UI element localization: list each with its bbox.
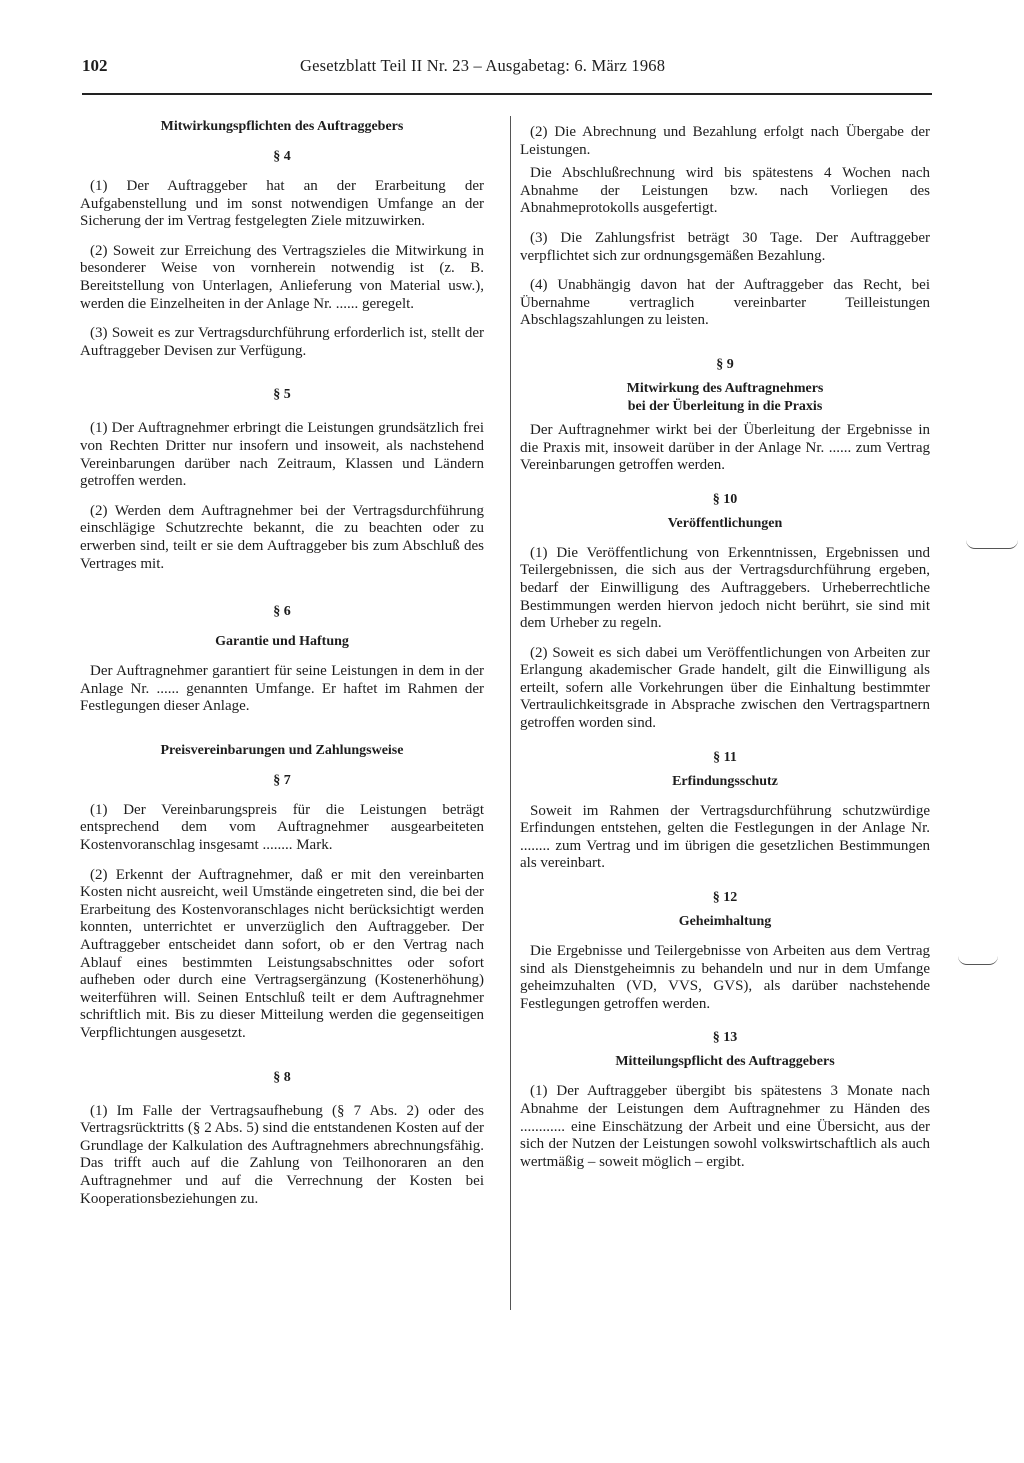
paragraph-number: § 7 [273,772,291,788]
paragraph-number: § 10 [712,491,738,507]
paragraph-text: (2) Soweit es sich dabei um Veröffentlichungen von Arbeiten zur Erlangung akademischer Grade handelt, gilt die Einwilligung als erteilt, sofern alle Vorkehrungen über die Einhaltung bestimmter Vertraulichkeitsgrade in Absprache zwischen den Vertragspartnern getroffen worden sind. [520,644,930,732]
section-heading: Mitwirkung des Auftragnehmers [626,380,824,396]
section-heading: Veröffentlichungen [667,515,783,531]
left-column [80,112,484,1208]
margin-mark [958,956,998,965]
header-rule [82,93,932,95]
paragraph-number: § 8 [273,1069,291,1085]
paragraph-text: (1) Der Auftraggeber übergibt bis spätestens 3 Monate nach Abnahme der Leistungen dem Auftragnehmer zu Händen des ............ eine Einschätzung der Arbeit und eine Übersicht, aus der sich der Nutzen der Leistungen sowohl volkswirtschaftlich als auch wertmäßig – soweit möglich – ergibt. [520,1083,930,1170]
paragraph-text: (2) Die Abrechnung und Bezahlung erfolgt nach Übergabe der Leistungen. [520,124,930,158]
paragraph-number: § 9 [716,356,734,372]
paragraph-number: § 13 [712,1030,738,1046]
paragraph-number: § 6 [273,604,291,620]
page-number: 102 [82,56,108,75]
paragraph-text: (1) Der Auftraggeber hat an der Erarbeitung der Aufgabenstellung und im sonst notwendigen Umfange an der Sicherung der im Vertrag festgelegten Ziele mitzuwirken. [80,178,484,230]
section-heading: Erfindungsschutz [672,773,778,789]
section-heading: Mitwirkungspflichten des Auftraggebers [160,119,404,134]
paragraph-text: (1) Der Auftragnehmer erbringt die Leistungen grundsätzlich frei von Rechten Dritter nur insofern und insoweit, als nachstehend Vereinbarungen darüber nach Zeitraum, Klassen und Ländern getroffen werden. [80,420,484,490]
paragraph-number: § 5 [273,387,291,403]
paragraph-text: Soweit im Rahmen der Vertragsdurchführung schutzwürdige Erfindungen entstehen, gelten die Festlegungen in der Anlage Nr. ........ zum Vertrag und im übrigen die gesetzlichen Bestimmungen als vereinbart. [520,802,930,872]
paragraph-text: Der Auftragnehmer wirkt bei der Überleitung der Ergebnisse in die Praxis mit, insoweit darüber in der Anlage Nr. ...... zum Vertrag Vereinbarungen getroffen werden. [520,421,930,474]
gazette-title: Gesetzblatt Teil II Nr. 23 – Ausgabetag: 6. März 1968 [300,56,666,75]
column-divider [510,116,511,1310]
paragraph-number: § 4 [273,149,291,164]
section-heading: Preisvereinbarungen und Zahlungsweise [160,742,404,758]
paragraph-text: (1) Der Vereinbarungspreis für die Leistungen beträgt entsprechend dem vom Auftragnehmer ausgearbeiteten Kostenvoranschlag insgesamt ........ Mark. [80,801,484,854]
paragraph-text: Die Ergebnisse und Teilergebnisse von Arbeiten aus dem Vertrag sind als Dienstgeheimnis zu behandeln und nur in dem Umfange geheimzuhalten (VD, VVS, GVS), als darüber nachstehende Festlegungen getroffen werden. [520,943,930,1012]
paragraph-text: (4) Unabhängig davon hat der Auftraggeber das Recht, bei Übernahme vertraglich vereinbarter Teilleistungen Abschlagszahlungen zu leisten. [520,277,930,329]
section-heading: Garantie und Haftung [215,634,349,650]
paragraph-text: Die Abschlußrechnung wird bis spätestens 4 Wochen nach Abnahme der Leistungen bzw. nach Vorliegen des Abnahmeprotokolls ausgefertigt. [520,165,930,217]
section-heading: Mitteilungspflicht des Auftraggebers [615,1054,835,1070]
section-heading: Geheimhaltung [678,914,772,930]
page-header [0,56,1024,86]
paragraph-text: (1) Im Falle der Vertragsaufhebung (§ 7 Abs. 2) oder des Vertragsrücktritts (§ 2 Abs. 5) sind die entstandenen Kosten auf der Grundlage der Kalkulation des Auftragnehmers abrechnungsfähig. Das trifft auch auf die Zahlung von Teilhonoraren an den Auftragnehmer und auf die Verrechnung der Kosten bei Kooperationsbeziehungen zu. [80,1102,484,1207]
paragraph-text: (3) Die Zahlungsfrist beträgt 30 Tage. Der Auftraggeber verpflichtet sich zur ordnungsgemäßen Bezahlung. [520,229,930,264]
right-column [520,112,930,1171]
paragraph-text: (2) Soweit zur Erreichung des Vertragszieles die Mitwirkung in besonderer Weise von vornherein notwendig ist (z. B. Bereitstellung von Unterlagen, Anlieferung von Material usw.), werden die Einzelheiten in der Anlage Nr. ...... geregelt. [80,242,484,312]
margin-mark [966,540,1018,549]
paragraph-text: (1) Die Veröffentlichung von Erkenntnissen, Ergebnissen und Teilergebnissen, die sich aus der Vertragsdurchführung ergeben, bedarf der Einwilligung des Auftraggebers. Urheberrechtliche Bestimmungen werden hiervon jedoch nicht berührt, sie sind mit dem Urheber zu regeln. [520,544,930,632]
paragraph-text: (2) Erkennt der Auftragnehmer, daß er mit den vereinbarten Kosten nicht ausreicht, weil Umstände eingetreten sind, die bei der Erarbeitung des Kostenvoranschlages nicht berücksichtigt werden konnten, unterrichtet er unverzüglich den Auftraggeber. Der Auftraggeber entscheidet dann sofort, ob er den Vertrag nach Ablauf eines bestimmten Leistungsabschnittes oder sofort aufheben oder durch eine Vertragsergänzung (Kostenerhöhung) weiterführen will. Seinen Entschluß teilt er dem Auftragnehmer schriftlich mit. Bis zu dieser Mitteilung werden die gegenseitigen Verpflichtungen ausgesetzt. [80,866,484,1041]
paragraph-text: (2) Werden dem Auftragnehmer bei der Vertragsdurchführung einschlägige Schutzrechte bekannt, die zu beachten oder zu erwerben sind, teilt er sie dem Auftraggeber bis zum Abschluß des Vertrages mit. [80,502,484,572]
paragraph-text: Der Auftragnehmer garantiert für seine Leistungen in dem in der Anlage Nr. ...... genannten Umfange. Er haftet im Rahmen der Festlegungen dieser Anlage. [80,663,484,715]
paragraph-number: § 11 [713,749,737,765]
paragraph-number: § 12 [712,890,738,906]
paragraph-text: (3) Soweit es zur Vertragsdurchführung erforderlich ist, stellt der Auftraggeber Devisen zur Verfügung. [80,325,484,359]
section-heading: bei der Überleitung in die Praxis [627,398,823,414]
